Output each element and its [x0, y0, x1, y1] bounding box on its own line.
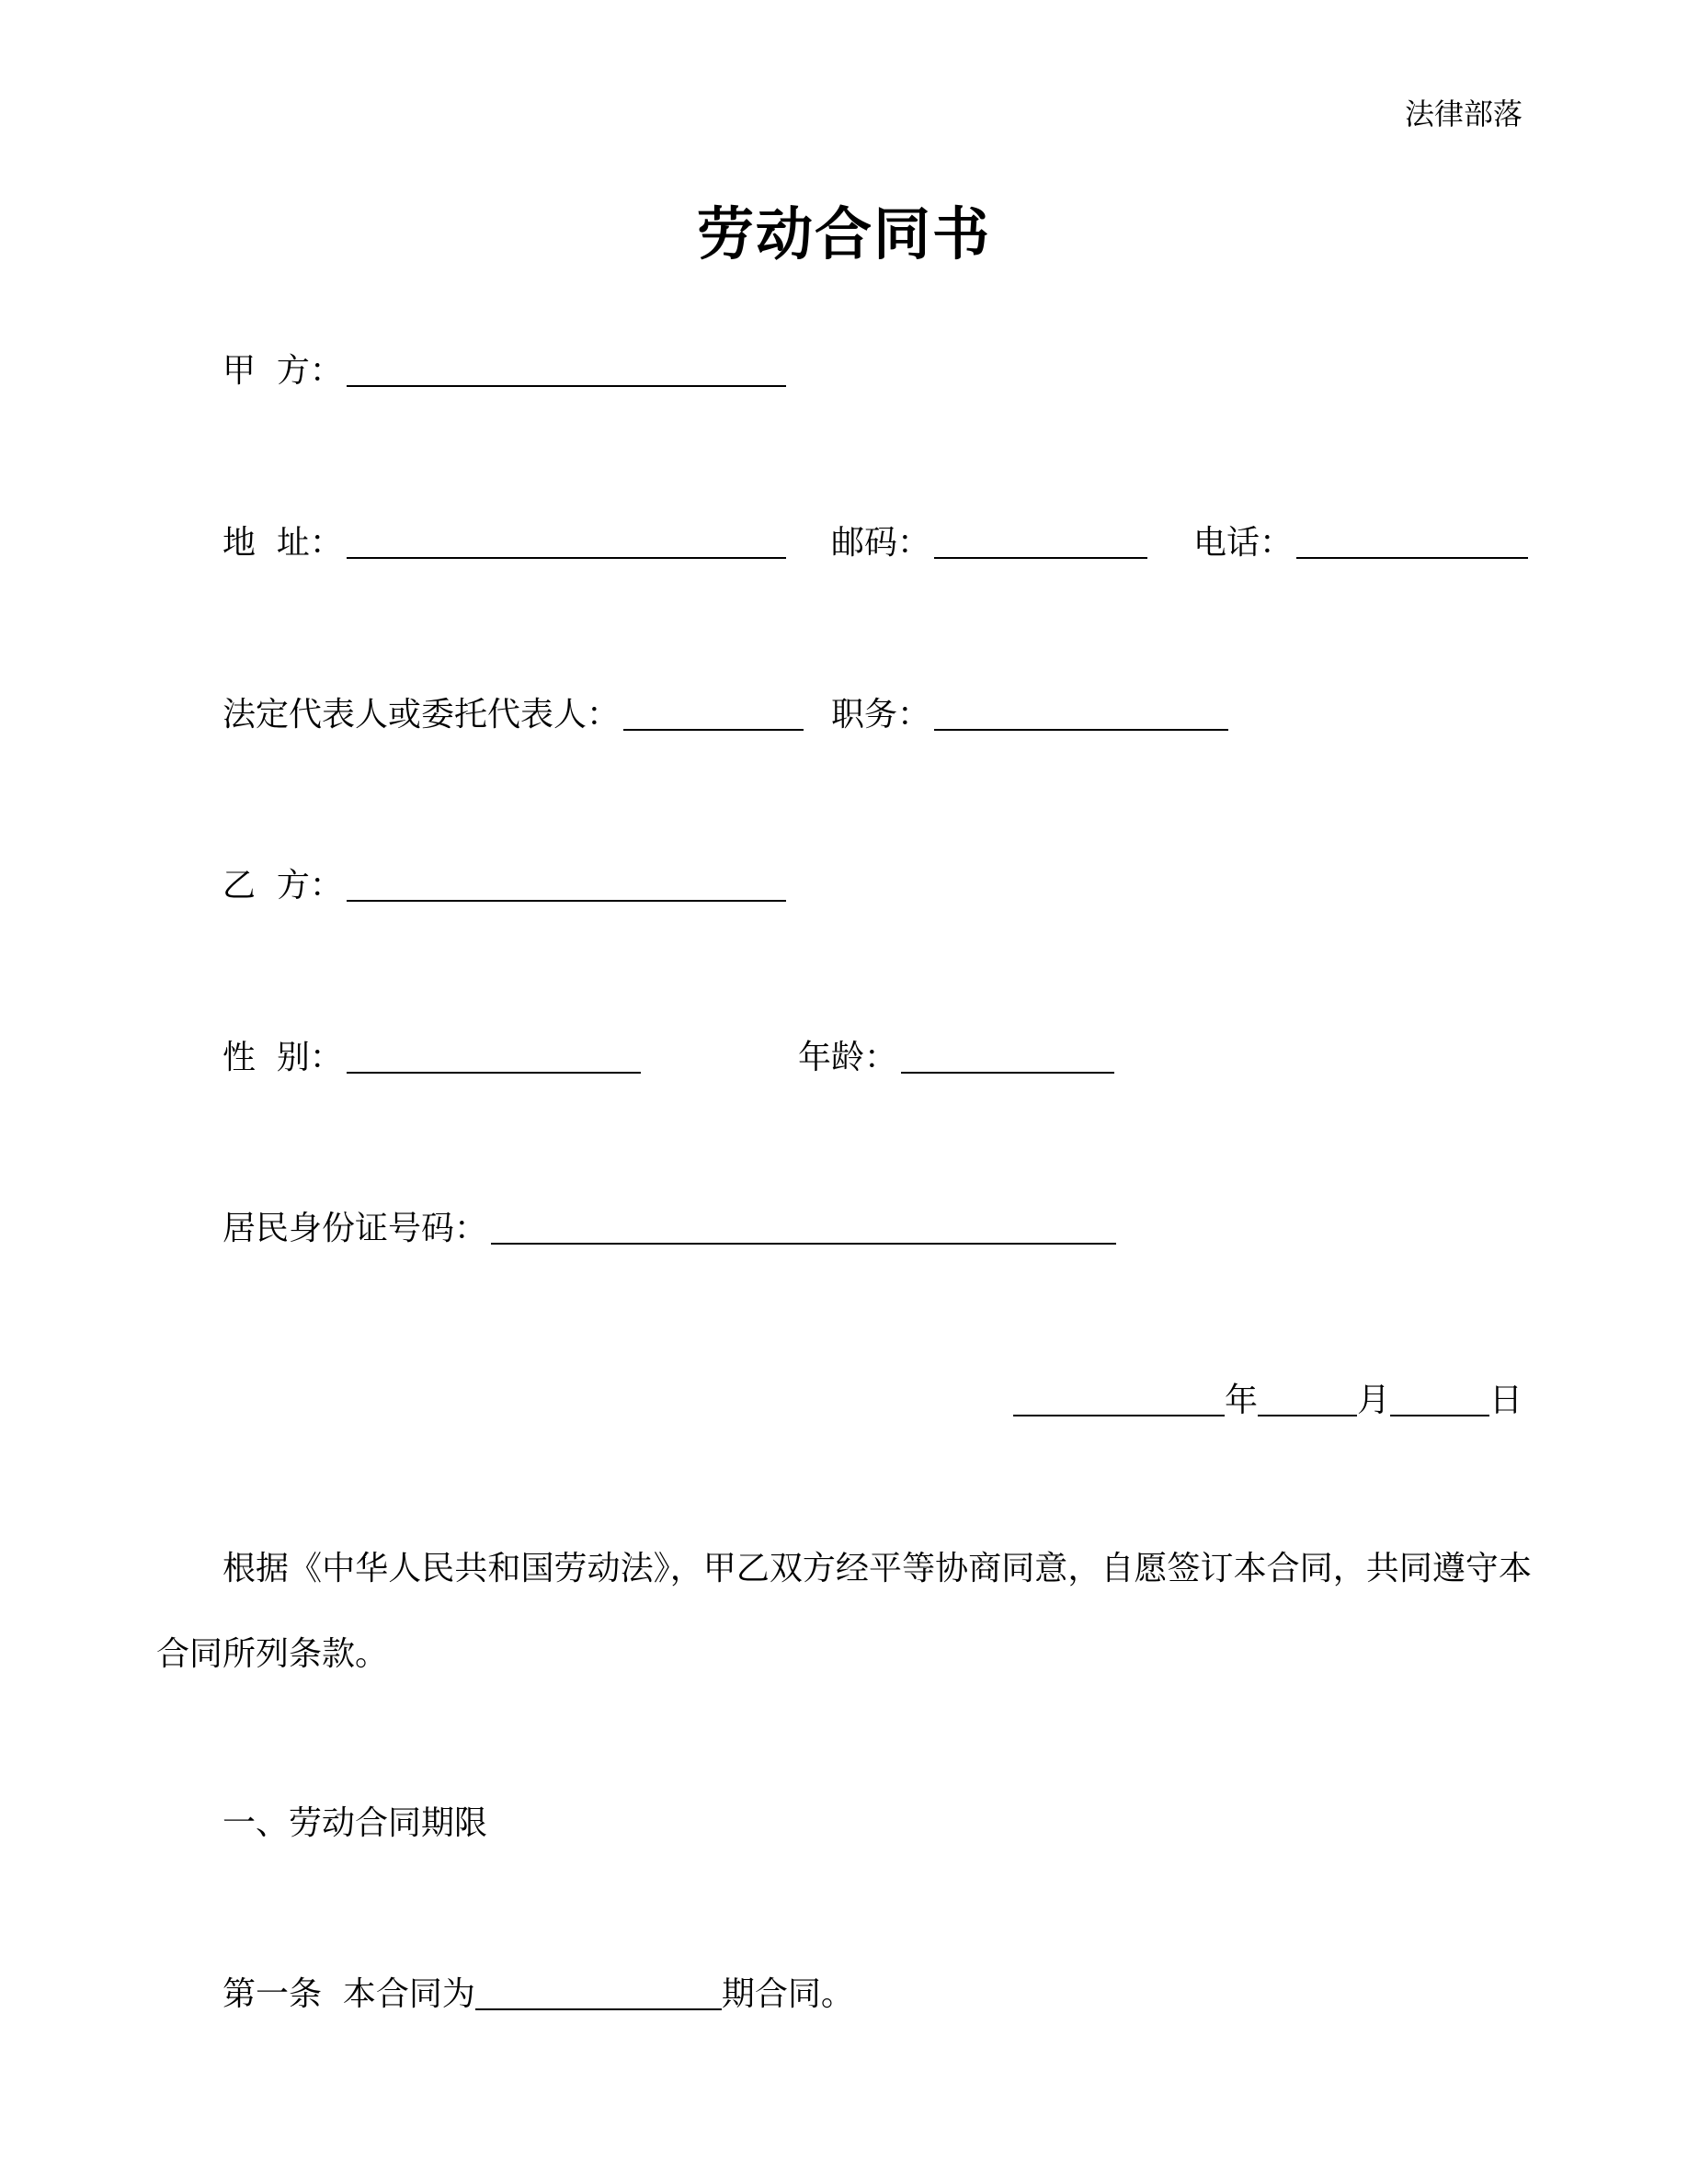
zip-blank[interactable] [934, 524, 1147, 559]
party-b-label: 乙 方： [222, 867, 343, 904]
position-blank[interactable] [934, 696, 1228, 731]
zip-label: 邮码： [831, 524, 931, 562]
document-title: 劳动合同书 [696, 200, 991, 267]
contract-term-blank[interactable] [475, 1975, 722, 2010]
gender-blank[interactable] [347, 1039, 641, 1074]
day-label: 日 [1489, 1382, 1523, 1419]
intro-paragraph: 根据《中华人民共和国劳动法》，甲乙双方经平等协商同意，自愿签订本合同，共同遵守本合同所列条款。 [156, 1550, 1532, 1673]
address-label: 地 址： [222, 524, 343, 562]
party-a-row [222, 349, 786, 393]
phone-label: 电话： [1193, 524, 1294, 562]
age-row [798, 1036, 1114, 1080]
id-number-row [222, 1207, 1116, 1251]
party-b-blank[interactable] [347, 867, 786, 902]
year-blank[interactable] [1013, 1382, 1225, 1416]
party-a-blank[interactable] [347, 352, 786, 387]
article-1-prefix: 第一条 本合同为 [222, 1975, 475, 2013]
date-row [1013, 1379, 1523, 1423]
address-row [222, 521, 786, 565]
day-blank[interactable] [1390, 1382, 1489, 1416]
representative-blank[interactable] [623, 696, 804, 731]
address-blank[interactable] [347, 524, 786, 559]
article-1-suffix: 期合同。 [721, 1975, 854, 2013]
header-note: 法律部落 [1404, 97, 1523, 131]
id-number-label: 居民身份证号码： [222, 1210, 488, 1247]
id-number-blank[interactable] [491, 1210, 1116, 1245]
age-blank[interactable] [901, 1039, 1114, 1074]
party-a-label: 甲 方： [222, 352, 343, 390]
phone-blank[interactable] [1296, 524, 1528, 559]
representative-label: 法定代表人或委托代表人： [222, 696, 621, 734]
article-1-row [222, 1973, 854, 2017]
month-label: 月 [1357, 1382, 1391, 1419]
position-label: 职务： [831, 696, 931, 734]
gender-row [222, 1036, 641, 1080]
age-label: 年龄： [798, 1039, 898, 1076]
representative-row [222, 693, 804, 737]
gender-label: 性 别： [222, 1039, 343, 1076]
party-b-row [222, 864, 786, 908]
section-1-heading: 一、劳动合同期限 [222, 1804, 488, 1842]
position-row [831, 693, 1228, 737]
month-blank[interactable] [1258, 1382, 1357, 1416]
zip-row [831, 521, 1147, 565]
phone-row [1193, 521, 1528, 565]
year-label: 年 [1225, 1382, 1259, 1419]
